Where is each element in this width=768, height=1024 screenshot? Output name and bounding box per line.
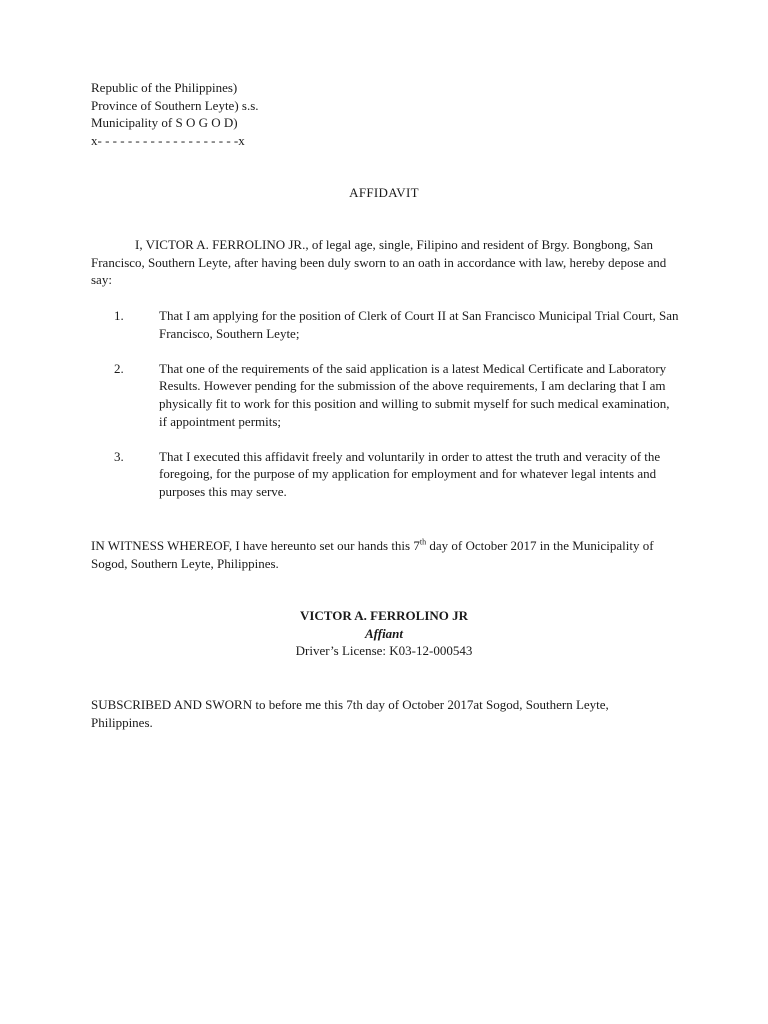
ordinal-suffix: th [419, 537, 427, 547]
statement-number: 1. [114, 308, 124, 323]
statement-item [91, 360, 679, 430]
header-province: Province of Southern Leyte) s.s. [91, 97, 259, 113]
signature-block [0, 607, 768, 660]
drivers-license: Driver’s License: K03-12-000543 [295, 643, 473, 659]
statement-number: 2. [114, 360, 124, 376]
witness-text-start: IN WITNESS WHEREOF, I have hereunto set our hands this 7 [91, 538, 420, 553]
statement-number: 3. [114, 448, 124, 464]
document-title: AFFIDAVIT [349, 185, 419, 200]
intro-paragraph: I, VICTOR A. FERROLINO JR., of legal age, single, Filipino and resident of Brgy. Bongbong, San Francisco, Southern Leyte, after having been duly sworn to an oath in accordance with law, hereby depose and say: [91, 237, 667, 288]
header-municipality: Municipality of S O G O D) [91, 115, 238, 131]
statement-text: That I am applying for the position of Clerk of Court II at San Francisco Municipal Trial Court, San Francisco, Southern Leyte; [159, 308, 679, 341]
statement-item [91, 307, 679, 342]
statement-text: That one of the requirements of the said application is a latest Medical Certificate and Laboratory Results. However pending for the submission of the above requirements, I am declaring that I am physically fit to work for this position and willing to submit myself for such medical examination, if appointment permits; [159, 360, 670, 429]
witness-paragraph [91, 537, 681, 572]
header-divider: x- - - - - - - - - - - - - - - - - - -x [91, 132, 245, 148]
witness-text-end: day of October 2017 in the Municipality of Sogod, Southern Leyte, Philippines. [91, 538, 654, 571]
affiant-role: Affiant [364, 625, 404, 641]
statement-list [91, 307, 691, 518]
header-republic: Republic of the Philippines) [91, 80, 238, 95]
statement-item [91, 448, 679, 501]
affiant-name: VICTOR A. FERROLINO JR [299, 608, 469, 623]
statement-text: That I executed this affidavit freely and voluntarily in order to attest the truth and veracity of the foregoing, for the purpose of my application for employment and for whatever legal intents and purposes this may serve. [159, 448, 661, 499]
venue-header [91, 79, 491, 149]
jurat-paragraph: SUBSCRIBED AND SWORN to before me this 7th day of October 2017at Sogod, Southern Leyte, Philippines. [91, 697, 609, 730]
